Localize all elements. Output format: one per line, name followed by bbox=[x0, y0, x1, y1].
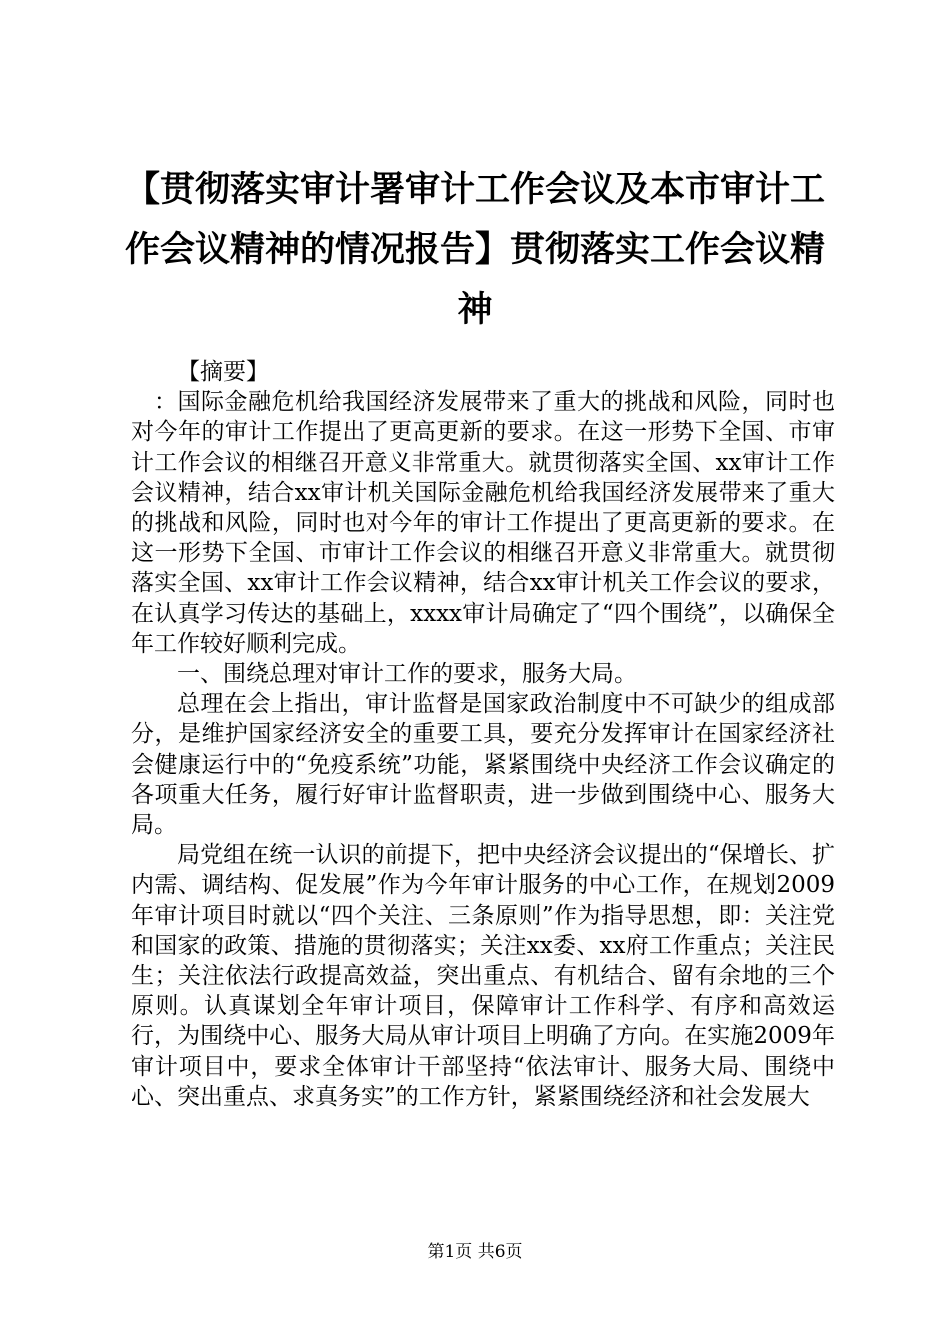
paragraph-party-group: 局党组在统一认识的前提下，把中央经济会议提出的“保增长、扩内需、调结构、促发展”作为今年审计服务的中心工作，在规划2009年审计项目时就以“四个关注、三条原则”作为指导思想，即：关注党和国家的政策、措施的贯彻落实；关注xx委、xx府工作重点；关注民生；关注依法行政提高效益，突出重点、有机结合、留有余地的三个原则。认真谋划全年审计项目，保障审计工作科学、有序和高效运行，为围绕中心、服务大局从审计项目上明确了方向。在实施2009年审计项目中，要求全体审计干部坚持“依法审计、服务大局、围绕中心、突出重点、求真务实”的工作方针，紧紧围绕经济和社会发展大 bbox=[131, 842, 835, 1110]
paragraph-premier-remarks: 总理在会上指出，审计监督是国家政治制度中不可缺少的组成部分，是维护国家经济安全的重要工具，要充分发挥审计在国家经济社会健康运行中的“免疫系统”功能，紧紧围绕中央经济工作会议确定的各项重大任务，履行好审计监督职责，进一步做到围绕中心、服务大局。 bbox=[131, 691, 835, 839]
abstract-label: 【摘要】 bbox=[177, 359, 269, 385]
paragraph-abstract: ：国际金融危机给我国经济发展带来了重大的挑战和风险，同时也对今年的审计工作提出了更高更新的要求。在这一形势下全国、市审计工作会议的相继召开意义非常重大。就贯彻落实全国、xx审计工作会议精神，结合xx审计机关国际金融危机给我国经济发展带来了重大的挑战和风险，同时也对今年的审计工作提出了更高更新的要求。在这一形势下全国、市审计工作会议的相继召开意义非常重大。就贯彻落实全国、xx审计工作会议精神，结合xx审计机关工作会议的要求，在认真学习传达的基础上，xxxx审计局确定了“四个围绕”，以确保全年工作较好顺利完成。 bbox=[131, 389, 835, 657]
document-title: 【贯彻落实审计署审计工作会议及本市审计工作会议精神的情况报告】贯彻落实工作会议精神 bbox=[124, 169, 825, 330]
paragraph-section-heading: 一、围绕总理对审计工作的要求，服务大局。 bbox=[177, 661, 637, 688]
page-number: 第1页 共6页 bbox=[427, 1242, 523, 1262]
document-body bbox=[131, 357, 835, 1112]
